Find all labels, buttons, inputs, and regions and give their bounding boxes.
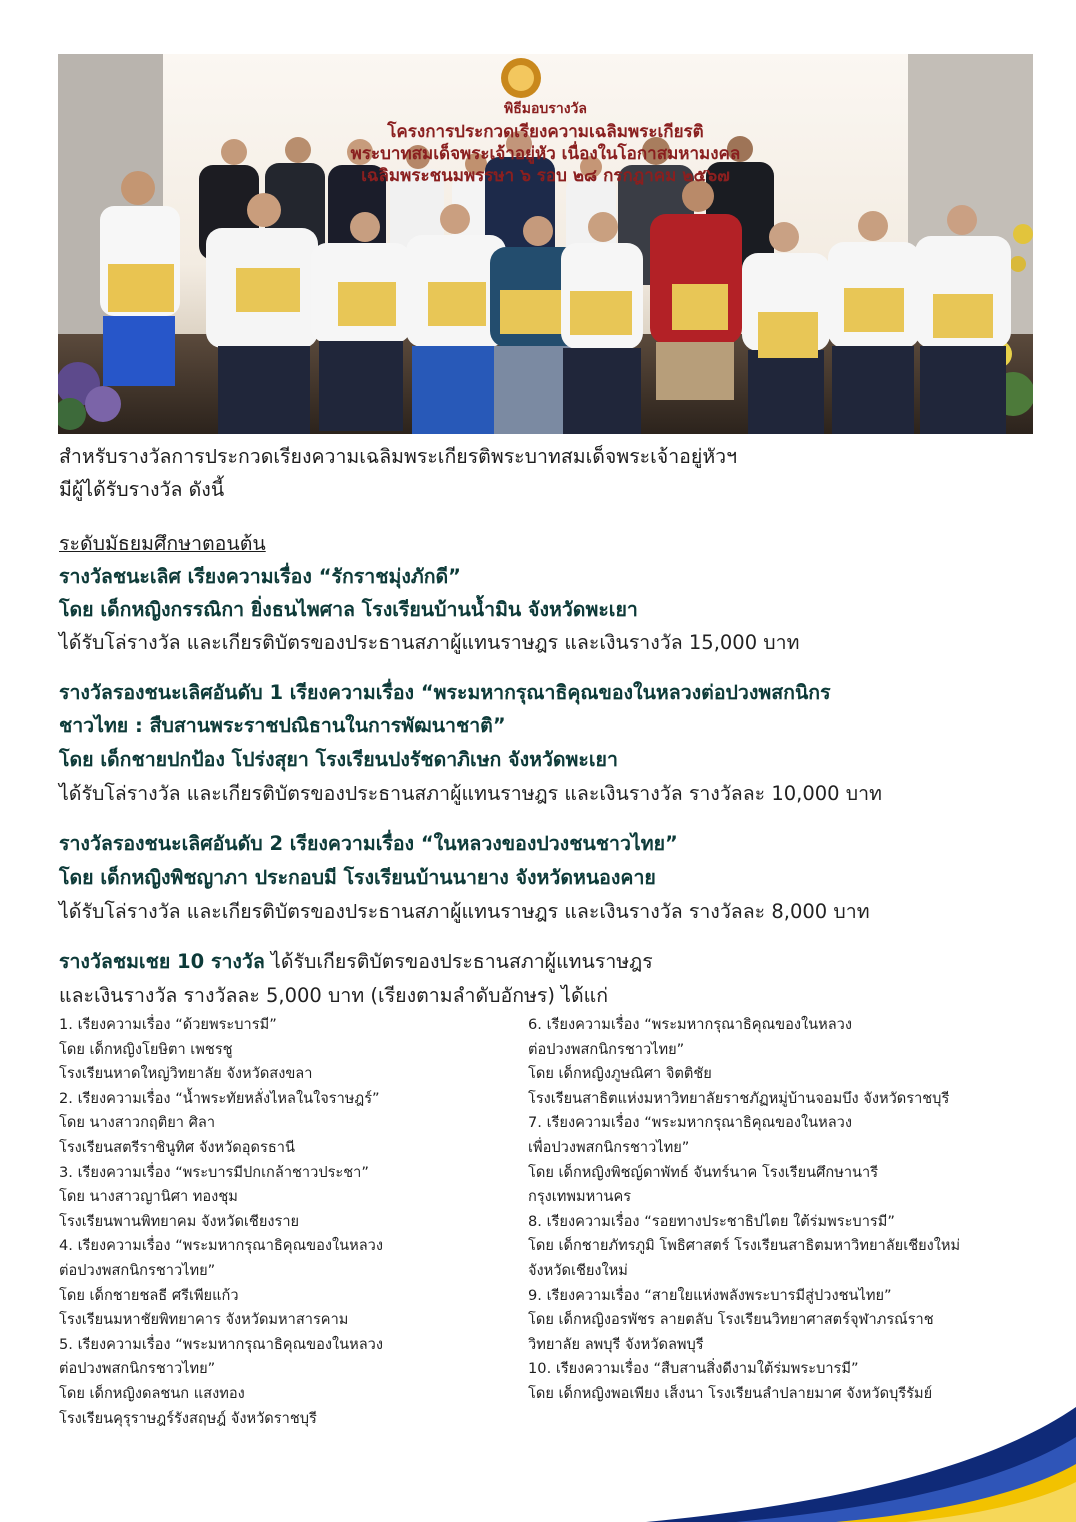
banner-title-4: เฉลิมพระชนมพรรษา ๖ รอบ ๒๘ กรกฎาคม ๒๕๖๗: [361, 166, 730, 186]
honor-list-line: จังหวัดเชียงใหม่: [528, 1261, 628, 1279]
honor-line-2: และเงินรางวัล รางวัลละ 5,000 บาท (เรียงตามลำดับอักษร) ได้แก่: [59, 984, 609, 1007]
intro-line-2: มีผู้ได้รับรางวัล ดังนี้: [59, 478, 225, 501]
honor-list-line: โรงเรียนคุรุราษฎร์รังสฤษฎ์ จังหวัดราชบุรี: [59, 1409, 317, 1427]
runner1-prize: ได้รับโล่รางวัล และเกียรติบัตรของประธานสภาผู้แทนราษฎร และเงินรางวัล รางวัลละ 10,000 บาท: [59, 782, 882, 805]
honor-list-line: โรงเรียนสาธิตแห่งมหาวิทยาลัยราชภัฏหมู่บ้านจอมบึง จังหวัดราชบุรี: [528, 1089, 950, 1107]
honor-list-line: โรงเรียนมหาชัยพิทยาคาร จังหวัดมหาสารคาม: [59, 1311, 349, 1329]
honor-list-line: โดย เด็กหญิงภูษณิศา จิตติชัย: [528, 1065, 712, 1083]
honor-list-right: [528, 1013, 960, 1407]
runner1-title-line-2: ชาวไทย : สืบสานพระราชปณิธานในการพัฒนาชาติ”: [59, 714, 506, 737]
winner-prize: ได้รับโล่รางวัล และเกียรติบัตรของประธานสภาผู้แทนราษฎร และเงินรางวัล 15,000 บาท: [59, 631, 800, 654]
honor-bold-label: รางวัลชมเชย 10 รางวัล: [59, 950, 265, 973]
honor-rest: ได้รับเกียรติบัตรของประธานสภาผู้แทนราษฎร: [264, 950, 653, 973]
winner-title: รางวัลชนะเลิศ เรียงความเรื่อง “รักราชมุ่งภักดี”: [59, 565, 461, 588]
banner-title-3: พระบาทสมเด็จพระเจ้าอยู่หัว เนื่องในโอกาสมหามงคล: [350, 144, 741, 164]
award-ceremony-photo: [58, 54, 1033, 434]
honor-list-line: โดย นางสาวกฤติยา ศิลา: [59, 1114, 216, 1132]
honor-list-line: ต่อปวงพสกนิกรชาวไทย”: [528, 1040, 685, 1058]
honor-list-line: โดย เด็กชายชลธี ศรีเพียแก้ว: [59, 1286, 239, 1304]
intro-line-1: สำหรับรางวัลการประกวดเรียงความเฉลิมพระเกียรติพระบาทสมเด็จพระเจ้าอยู่หัวฯ: [59, 445, 738, 468]
banner-title-1: พิธีมอบรางวัล: [504, 101, 587, 117]
honor-list-line: กรุงเทพมหานคร: [528, 1188, 632, 1206]
honor-list-line: 8. เรียงความเรื่อง “รอยทางประชาธิปไตย ใต้ร่มพระบารมี”: [528, 1212, 895, 1230]
honor-list-line: 9. เรียงความเรื่อง “สายใยแห่งพลังพระบารมีสู่ปวงชนไทย”: [528, 1286, 892, 1304]
honor-list-left: [59, 1013, 383, 1431]
level-heading: ระดับมัธยมศึกษาตอนต้น: [59, 532, 266, 555]
honor-list-line: โดย นางสาวญานิศา ทองชุม: [59, 1188, 238, 1206]
runner2-title: รางวัลรองชนะเลิศอันดับ 2 เรียงความเรื่อง “ในหลวงของปวงชนชาวไทย”: [59, 832, 678, 855]
honor-list-line: เพื่อปวงพสกนิกรชาวไทย”: [528, 1138, 690, 1156]
honor-list-line: โดย เด็กหญิงดลชนก แสงทอง: [59, 1384, 245, 1402]
honor-list-line: โรงเรียนพานพิทยาคม จังหวัดเชียงราย: [59, 1212, 300, 1230]
honor-list-line: โรงเรียนสตรีราชินูทิศ จังหวัดอุดรธานี: [59, 1138, 295, 1156]
honor-list-line: โดย เด็กหญิงอรพัชร ลายตลับ โรงเรียนวิทยาศาสตร์จุฬาภรณ์ราช: [528, 1311, 934, 1329]
honor-list-line: โดย เด็กหญิงพอเพียง เส็งนา โรงเรียนลำปลายมาศ จังหวัดบุรีรัมย์: [528, 1384, 933, 1402]
honor-list-line: 10. เรียงความเรื่อง “สืบสานสิ่งดีงามใต้ร่มพระบารมี”: [528, 1360, 859, 1378]
runner1-title-line-1: รางวัลรองชนะเลิศอันดับ 1 เรียงความเรื่อง “พระมหากรุณาธิคุณของในหลวงต่อปวงพสกนิกร: [59, 681, 831, 704]
honor-list-line: 3. เรียงความเรื่อง “พระบารมีปกเกล้าชาวประชา”: [59, 1163, 369, 1181]
honor-list-line: วิทยาลัย ลพบุรี จังหวัดลพบุรี: [528, 1335, 704, 1353]
honor-list-line: 6. เรียงความเรื่อง “พระมหากรุณาธิคุณของในหลวง: [528, 1016, 852, 1033]
honor-list-line: โดย เด็กหญิงโยษิตา เพชรชู: [59, 1040, 233, 1058]
decorative-swoosh: [476, 1352, 1076, 1522]
banner-title-2: โครงการประกวดเรียงความเฉลิมพระเกียรติ: [387, 122, 704, 142]
runner2-author: โดย เด็กหญิงพิชญาภา ประกอบมี โรงเรียนบ้านนายาง จังหวัดหนองคาย: [59, 866, 656, 889]
honor-list-line: ต่อปวงพสกนิกรชาวไทย”: [59, 1360, 216, 1378]
honor-list-line: 1. เรียงความเรื่อง “ด้วยพระบารมี”: [59, 1016, 277, 1033]
runner1-author: โดย เด็กชายปกป้อง โปร่งสุยา โรงเรียนปงรัชดาภิเษก จังหวัดพะเยา: [59, 748, 618, 771]
winner-author: โดย เด็กหญิงกรรณิกา ยิ่งธนไพศาล โรงเรียนบ้านน้ำมิน จังหวัดพะเยา: [59, 598, 638, 621]
honor-list-line: 7. เรียงความเรื่อง “พระมหากรุณาธิคุณของในหลวง: [528, 1114, 852, 1132]
honor-line-1: [59, 945, 1036, 978]
honor-list-line: ต่อปวงพสกนิกรชาวไทย”: [59, 1261, 216, 1279]
honor-list-line: โดย เด็กชายภัทรภูมิ โพธิศาสตร์ โรงเรียนสาธิตมหาวิทยาลัยเชียงใหม่: [528, 1237, 961, 1255]
runner2-prize: ได้รับโล่รางวัล และเกียรติบัตรของประธานสภาผู้แทนราษฎร และเงินรางวัล รางวัลละ 8,000 บาท: [59, 900, 870, 923]
honor-list-line: โรงเรียนหาดใหญ่วิทยาลัย จังหวัดสงขลา: [59, 1065, 313, 1083]
honor-list-line: 5. เรียงความเรื่อง “พระมหากรุณาธิคุณของในหลวง: [59, 1335, 383, 1353]
honor-list-line: 2. เรียงความเรื่อง “น้ำพระทัยหลั่งไหลในใจราษฎร์”: [59, 1089, 380, 1107]
honor-list-line: โดย เด็กหญิงพิชญ์ดาพัทธ์ จันทร์นาค โรงเรียนศึกษานารี: [528, 1163, 879, 1181]
honor-list-line: 4. เรียงความเรื่อง “พระมหากรุณาธิคุณของในหลวง: [59, 1237, 383, 1255]
